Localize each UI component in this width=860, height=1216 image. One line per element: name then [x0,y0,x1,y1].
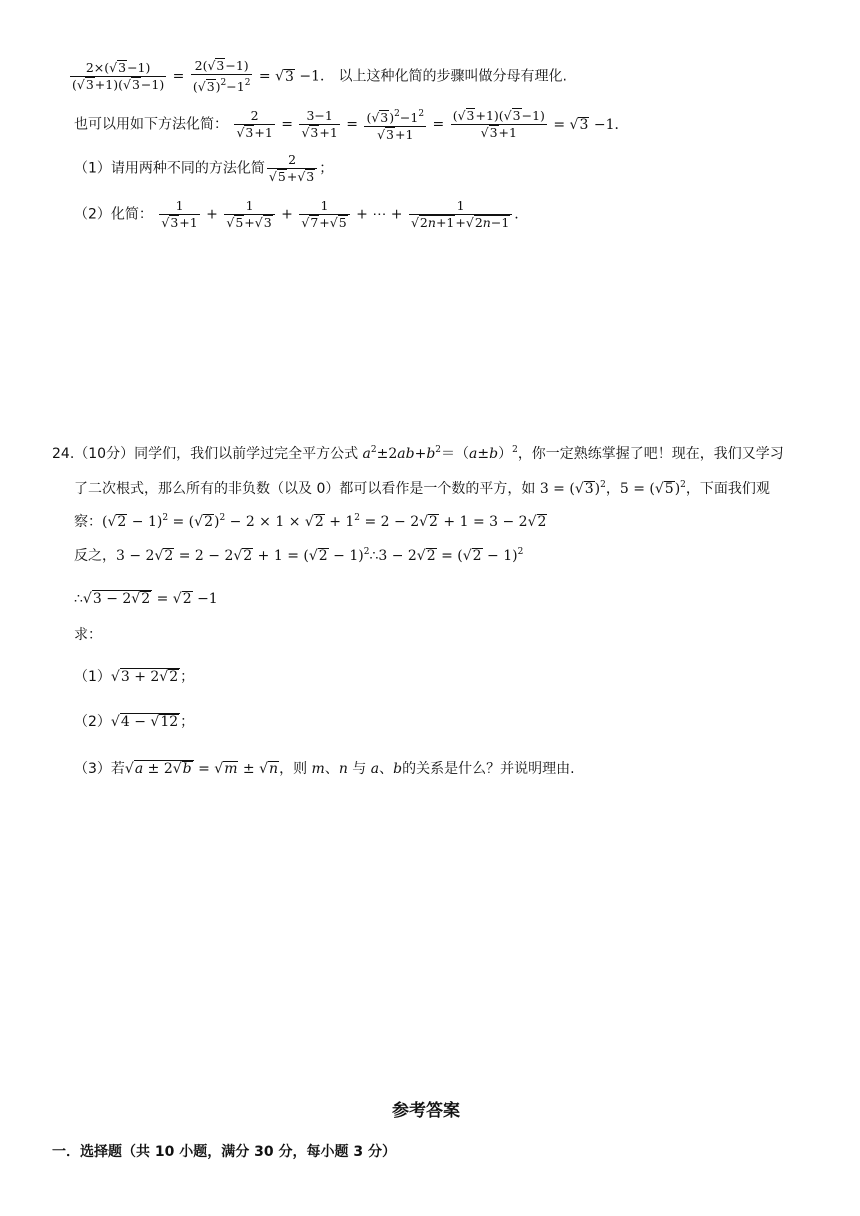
problem-text: 察： [74,514,102,530]
problem-text-tail: ，下面我们观 [685,481,770,497]
therefore-symbol: ∴ [369,548,379,564]
question-label: （1）请用两种不同的方法化简 [74,160,265,177]
problem-text: 了二次根式，那么所有的非负数（以及 0）都可以看作是一个数的平方，如 [74,481,536,497]
alternative-method-line: 也可以用如下方法化简： $\frac{2}{√3+1}$ = $\frac{3-1}{√3+1}$ = $\frac{(√3)^2-1^2}{√3+1}$ = $\frac{(√3+1)(√3-1)}{√3+1}$ = √3 −1． [74,108,629,142]
question-text-tail: 的关系是什么？并说明理由. [402,761,575,777]
problem24-ask [74,628,102,642]
answers-title: 参考答案 [392,1101,460,1121]
problem-intro: 24.（10分）同学们，我们以前学过完全平方公式 [52,446,359,462]
rationalize-equation-line: $\frac{2\times(√3-1)}{(√3+1)(√3-1)}$ = $\frac{2(√3-1)}{(√3)^2-1^2}$ = √3 −1． 以上这种化简的步骤叫做分母有理化. [72,58,567,94]
rationalization-explanation: 以上这种化简的步骤叫做分母有理化. [338,68,567,85]
ellipsis: ⋯ [372,206,387,223]
fraction: $\frac{2(√3-1)}{(√3)^2-1^2}$ [192,58,251,94]
question-label: （2） [74,714,111,730]
problem23-question1: （1）请用两种不同的方法化简 $\frac{2}{√5+√3}$ ； [74,152,334,184]
problem24-question2: （2）√4 − √12 ； [74,714,195,730]
question-text: ，则 [279,761,308,777]
therefore-symbol: ∴ [74,591,83,607]
problem23-question2: （2）化简： $\frac{1}{√3+1}$ + $\frac{1}{√5+√3}$ + $\frac{1}{√7+√5}$ + ⋯ + $\frac{1}{√2n+1+√2n-1}$ . [74,198,519,230]
problem-intro-tail: ，你一定熟练掌握了吧！现在，我们又学习 [517,446,784,462]
problem24-question1: （1）√3 + 2√2 ； [74,669,195,685]
problem24-line4: 反之，$3 - 2√2 = 2 - 2√2 + 1 = (√2 - 1)^2\therefore 3 - 2√2 = (√2 - 1)^2$ [74,547,524,564]
problem24-line3: 察：$(√2 - 1)^2 = (√2)^2 - 2 \times 1 \times √2 + 1^2 = 2 - 2√2 + 1 = 3 - 2√2$ [74,513,547,530]
problem24-line2: 了二次根式，那么所有的非负数（以及 0）都可以看作是一个数的平方，如 $3 = (√3)^2$，$5 = (√5)^2$，下面我们观 [74,480,770,497]
fraction: $\frac{2\times(√3-1)}{(√3+1)(√3-1)}$ [72,60,165,92]
alternative-method-label: 也可以用如下方法化简： [74,116,228,133]
answers-section1-heading: 一．选择题（共 10 小题，满分 30 分，每小题 3 分） [52,1144,396,1160]
problem24-conclusion: ∴√3 − 2√2 = √2 −1 [74,591,218,607]
question-label: （3）若 [74,761,125,777]
problem24-question3: （3）若√a ± 2√b = √m ± √n，则 m、n 与 a、b的关系是什么？并说明理由. [74,761,575,777]
problem24-intro: 24.（10分）同学们，我们以前学过完全平方公式 $a^2\pm 2ab+b^2=(a\pm b)^2$，你一定熟练掌握了吧！现在，我们又学习 [52,445,784,462]
problem-text: 反之， [74,548,116,564]
question-label: （1） [74,669,111,685]
ask-label: 求： [74,627,102,643]
question-label: （2）化简： [74,206,153,223]
